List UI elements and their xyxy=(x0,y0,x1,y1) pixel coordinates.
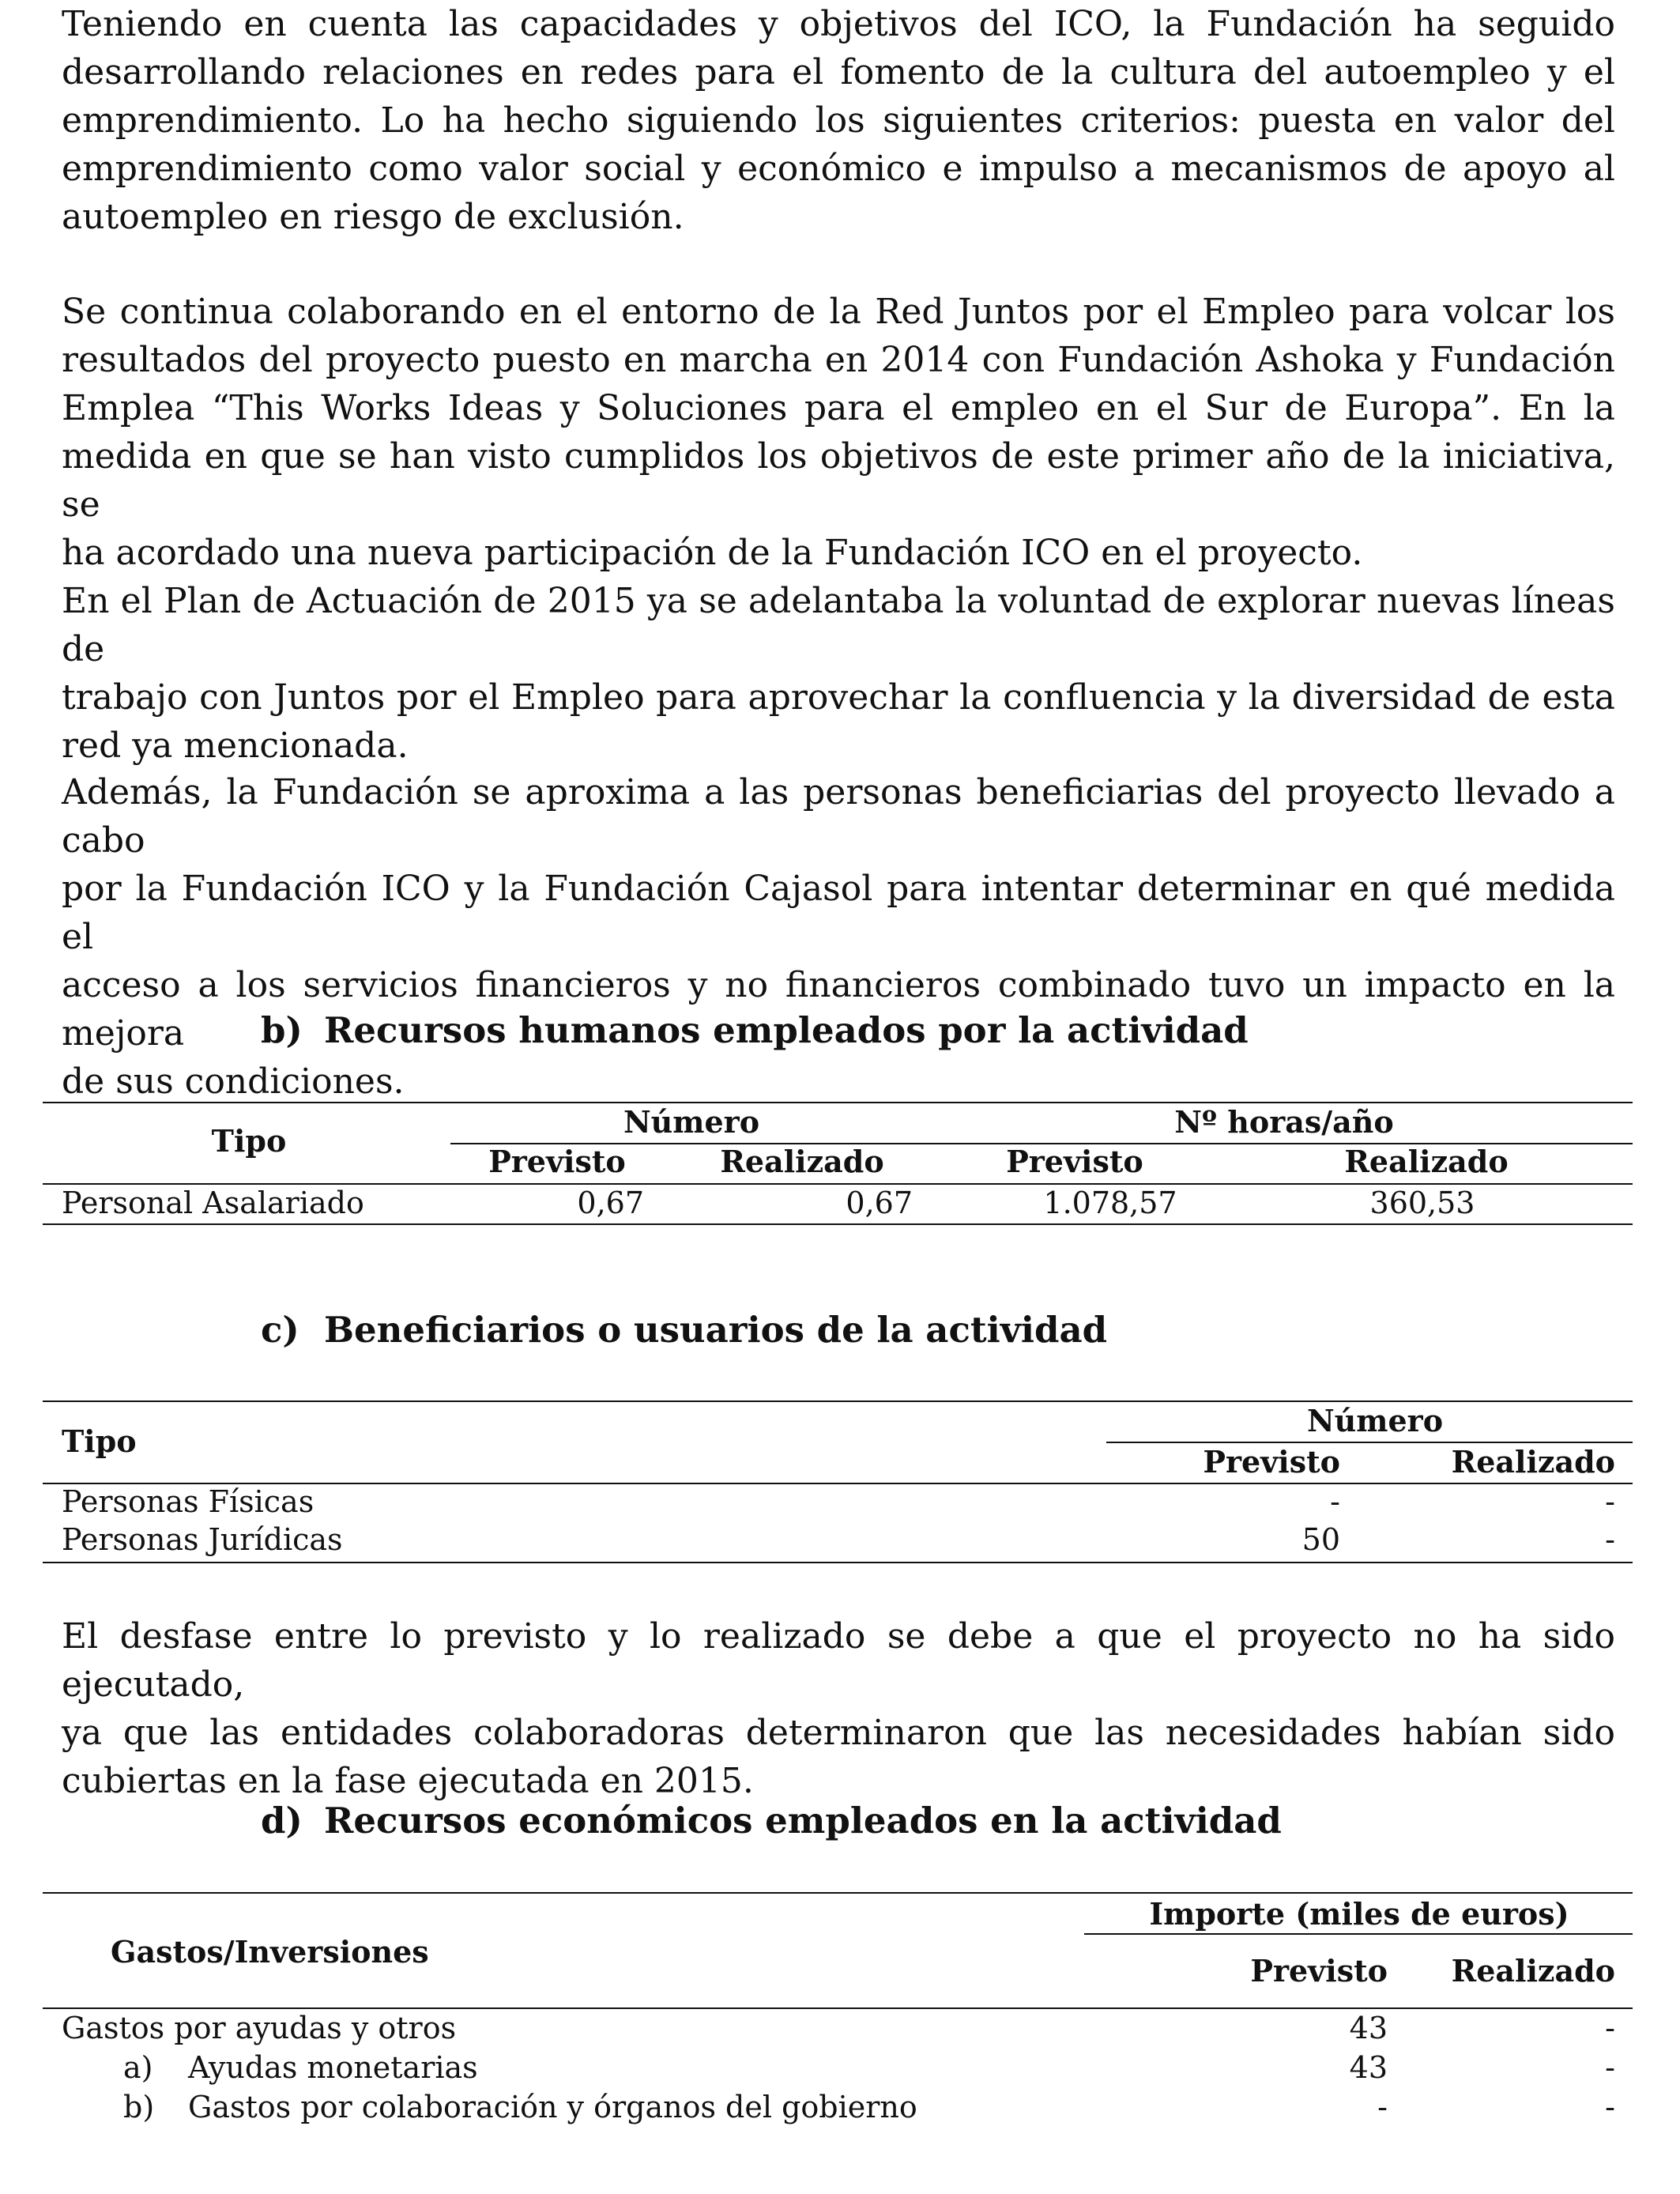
text-line: autoempleo en riesgo de exclusión. xyxy=(62,197,684,237)
text-line: Se continua colaborando en el entorno de la Red Juntos por el Empleo para volcar los xyxy=(62,292,1615,332)
table-cell: - xyxy=(1605,1484,1615,1519)
text-line: Además, la Fundación se aproxima a las personas beneficiarias del proyecto llevado a cabo xyxy=(62,772,1615,861)
column-header-horas-realizado: Realizado xyxy=(1344,1144,1509,1179)
group-header-numero: Número xyxy=(623,1104,760,1140)
table-bottom-rule xyxy=(43,1562,1633,1563)
text-line: emprendimiento. Lo ha hecho siguiendo los siguientes criterios: puesta en valor del xyxy=(62,100,1615,141)
table-cell: - xyxy=(1605,2090,1615,2124)
text-line: ha acordado una nueva participación de la Fundación ICO en el proyecto. xyxy=(62,533,1363,573)
table-cell: 0,67 xyxy=(846,1186,913,1220)
column-header-previsto: Previsto xyxy=(1203,1444,1340,1480)
text-line: resultados del proyecto puesto en marcha en 2014 con Fundación Ashoka y Fundación xyxy=(62,340,1615,380)
section-number: d) xyxy=(261,1800,303,1842)
text-line: El desfase entre lo previsto y lo realizado se debe a que el proyecto no ha sido ejecutado, xyxy=(62,1616,1615,1705)
table-cell: 1.078,57 xyxy=(1043,1186,1177,1220)
column-header-tipo: Tipo xyxy=(62,1423,137,1459)
column-header-realizado: Realizado xyxy=(1451,1444,1615,1480)
group-header-rule xyxy=(1084,1933,1633,1935)
text-line: acceso a los servicios financieros y no financieros combinado tuvo un impacto en la mejora xyxy=(62,965,1615,1054)
table-bottom-rule xyxy=(43,1223,1633,1225)
section-number: c) xyxy=(261,1309,299,1351)
table-cell: 360,53 xyxy=(1369,1186,1475,1220)
section-title: Recursos humanos empleados por la actividad xyxy=(324,1009,1249,1051)
table-cell: - xyxy=(1377,2090,1388,2124)
row-sub-marker: b) xyxy=(123,2090,155,2124)
group-header-numero: Número xyxy=(1306,1403,1444,1438)
table-row-label: Gastos por ayudas y otros xyxy=(62,2011,457,2045)
table-row-label: Gastos por colaboración y órganos del gobierno xyxy=(188,2090,917,2124)
section-title: Beneficiarios o usuarios de la actividad xyxy=(324,1309,1108,1351)
text-line: cubiertas en la fase ejecutada en 2015. xyxy=(62,1761,754,1801)
table-cell: - xyxy=(1605,2011,1615,2045)
table-row-label: Personas Físicas xyxy=(62,1484,315,1519)
column-header-previsto: Previsto xyxy=(1250,1953,1388,1989)
table-row-label: Ayudas monetarias xyxy=(188,2050,478,2085)
text-line: Teniendo en cuenta las capacidades y objetivos del ICO, la Fundación ha seguido xyxy=(62,4,1615,44)
table-top-rule xyxy=(43,1892,1633,1894)
paragraph-4 xyxy=(62,768,1615,1106)
column-header-horas-previsto: Previsto xyxy=(1006,1144,1143,1179)
text-line: red ya mencionada. xyxy=(62,726,409,766)
table-cell: 43 xyxy=(1349,2050,1388,2085)
table-row-label: Personas Jurídicas xyxy=(62,1522,343,1557)
table-row-label: Personal Asalariado xyxy=(62,1186,364,1220)
table-cell: - xyxy=(1605,1522,1615,1557)
section-b-heading xyxy=(261,1008,1249,1053)
text-line: de sus condiciones. xyxy=(62,1061,405,1102)
column-header-gastos: Gastos/Inversiones xyxy=(111,1934,429,1970)
text-line: Emplea “This Works Ideas y Soluciones para el empleo en el Sur de Europa”. En la xyxy=(62,388,1615,428)
section-title: Recursos económicos empleados en la actividad xyxy=(324,1800,1282,1842)
table-cell: 50 xyxy=(1301,1522,1340,1557)
column-header-num-previsto: Previsto xyxy=(488,1144,626,1179)
section-d-heading xyxy=(261,1799,1282,1843)
table-cell: - xyxy=(1330,1484,1340,1519)
table-cell: - xyxy=(1605,2050,1615,2085)
table-cell: 43 xyxy=(1349,2011,1388,2045)
group-header-importe: Importe (miles de euros) xyxy=(1149,1896,1569,1932)
paragraph-1 xyxy=(62,0,1615,241)
column-header-realizado: Realizado xyxy=(1451,1953,1615,1989)
text-line: En el Plan de Actuación de 2015 ya se adelantaba la voluntad de explorar nuevas líneas de xyxy=(62,581,1615,669)
table-cell: 0,67 xyxy=(577,1186,644,1220)
text-line: trabajo con Juntos por el Empleo para aprovechar la confluencia y la diversidad de esta xyxy=(62,677,1615,718)
paragraph-2 xyxy=(62,288,1615,577)
column-header-num-realizado: Realizado xyxy=(720,1144,884,1179)
row-sub-marker: a) xyxy=(123,2050,153,2085)
text-line: emprendimiento como valor social y económico e impulso a mecanismos de apoyo al xyxy=(62,149,1615,189)
section-number: b) xyxy=(261,1009,303,1051)
text-line: medida en que se han visto cumplidos los objetivos de este primer año de la iniciativa, se xyxy=(62,436,1615,525)
paragraph-3 xyxy=(62,577,1615,770)
section-c-heading xyxy=(261,1308,1107,1352)
text-line: desarrollando relaciones en redes para el fomento de la cultura del autoempleo y el xyxy=(62,52,1615,92)
note-paragraph xyxy=(62,1612,1615,1805)
text-line: por la Fundación ICO y la Fundación Cajasol para intentar determinar en qué medida el xyxy=(62,869,1615,957)
column-header-tipo: Tipo xyxy=(211,1123,287,1159)
text-line: ya que las entidades colaboradoras determinaron que las necesidades habían sido xyxy=(62,1713,1615,1753)
group-header-horas: Nº horas/año xyxy=(1174,1104,1394,1140)
